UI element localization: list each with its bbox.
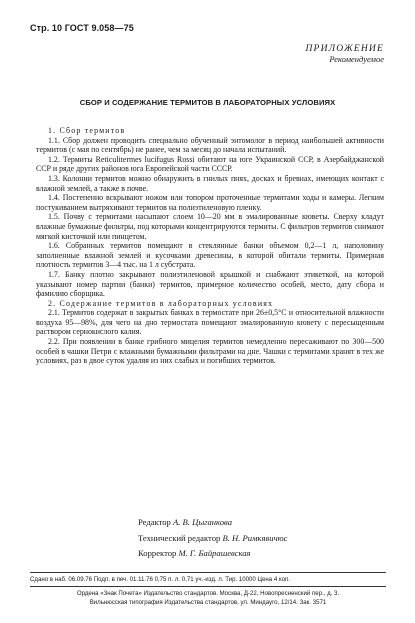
appendix-title: ПРИЛОЖЕНИЕ	[305, 44, 384, 54]
paragraph-1-1: 1.1. Сбор должен проводить специально обученный энтомолог в период наибольшей активности термитов (с мая по сентябрь) не ранее, чем за месяц до начала испытаний.	[36, 135, 384, 155]
paragraph-2-1: 2.1. Термитов содержат в закрытых банках в термостате при 26±0,5°С и относительной влажности воздуха 95—98%, для чего на дно термостата помещают эмалированную кювету с пересыщенным раствором сернокислого калия.	[36, 308, 384, 337]
credit-name: М. Г. Байрашевская	[178, 548, 251, 558]
imprint-block	[30, 570, 386, 607]
credit-editor	[138, 515, 388, 531]
paragraph-1-3: 1.3. Колонии термитов можно обнаружить в гнилых пнях, досках и бревнах, имеющих контакт с влажной землей, а также в почве.	[36, 173, 384, 193]
credits-block	[138, 515, 388, 562]
imprint-print-info: Сдано в наб. 06.09.76 Подп. в печ. 01.11.76 0,75 п. л. 0,71 уч.-изд. л. Тир. 10000 Цена 4 коп.	[30, 576, 291, 583]
credit-name: В. Н. Римкявичюс	[222, 532, 288, 543]
paragraph-1-2: 1.2. Термиты Reticulitermes lucifugus Rossi обитают на юге Украинской ССР, в Азербайджанской ССР и ряде других районов юга Европейской части СССР.	[36, 154, 384, 174]
imprint-rule-top	[30, 572, 386, 573]
paragraph-2-2: 2.2. При появлении в банке грибного мицелия термитов немедленно пересаживают по 300—500 особей в чашки Петри с влажными бумажными фильтрами на дне. Чашки с термитами хранят в тех же условиях, раз в двое суток удаляя из них слабых и погибших термитов.	[36, 337, 384, 366]
section-heading-2: 2. Содержание термитов в лабораторных условиях	[48, 298, 274, 308]
paragraph-1-5: 1.5. Почву с термитами насыпают слоем 10—20 мм в эмалированные кюветы. Сверху кладут влажные бумажные фильтры, под которыми концентрируются термиты. С фильтров термитов снимают мягкой кисточкой или пинцетом.	[36, 212, 384, 241]
document-body	[36, 126, 384, 366]
credit-role: Корректор	[138, 548, 177, 558]
imprint-printer: Вильнюсская типография Издательства стандартов, ул. Миндауго, 12/14. Зак. 3571	[89, 599, 327, 606]
paragraph-1-7: 1.7. Банку плотно закрывают полиэтиленовой крышкой и снабжают этикеткой, на которой указывают номер партии (банки) термитов, примерное количество особей, место, дату сбора и фамилию сборщика.	[36, 269, 384, 299]
section-heading-1: 1. Сбор термитов	[48, 126, 126, 135]
imprint-rule-middle	[30, 586, 386, 587]
paragraph-1-4: 1.4. Постепенно вскрывают ножом или топором проточенные термитами ходы и камеры. Легким постукиванием вытряхивают термитов на полиэтиленовую пленку.	[36, 193, 384, 212]
credit-name: А. В. Цыганкова	[173, 517, 233, 527]
imprint-publisher: Ордена «Знак Почета» Издательство стандартов. Москва, Д-22, Новопресненский пер., д. 3.	[76, 590, 340, 597]
appendix-subtitle: Рекомендуемое	[329, 54, 384, 64]
document-title: СБОР И СОДЕРЖАНИЕ ТЕРМИТОВ В ЛАБОРАТОРНЫХ УСЛОВИЯХ	[79, 98, 336, 107]
credit-role: Технический редактор	[138, 532, 221, 543]
appendix-label	[306, 44, 385, 64]
page-header: Стр. 10 ГОСТ 9.058—75	[30, 23, 134, 33]
paragraph-1-6: 1.6. Собранных термитов помещают в стеклянные банки объемом 0,2—1 л, наполовину заполненные влажной землей и кусочками древесины, в которой обитали термиты. Примерная плотность термитов 3—4 тыс. на 1 л субстрата.	[36, 241, 384, 270]
credit-role: Редактор	[138, 517, 171, 527]
credit-tech-editor	[138, 531, 388, 547]
credit-proofreader	[138, 546, 388, 562]
